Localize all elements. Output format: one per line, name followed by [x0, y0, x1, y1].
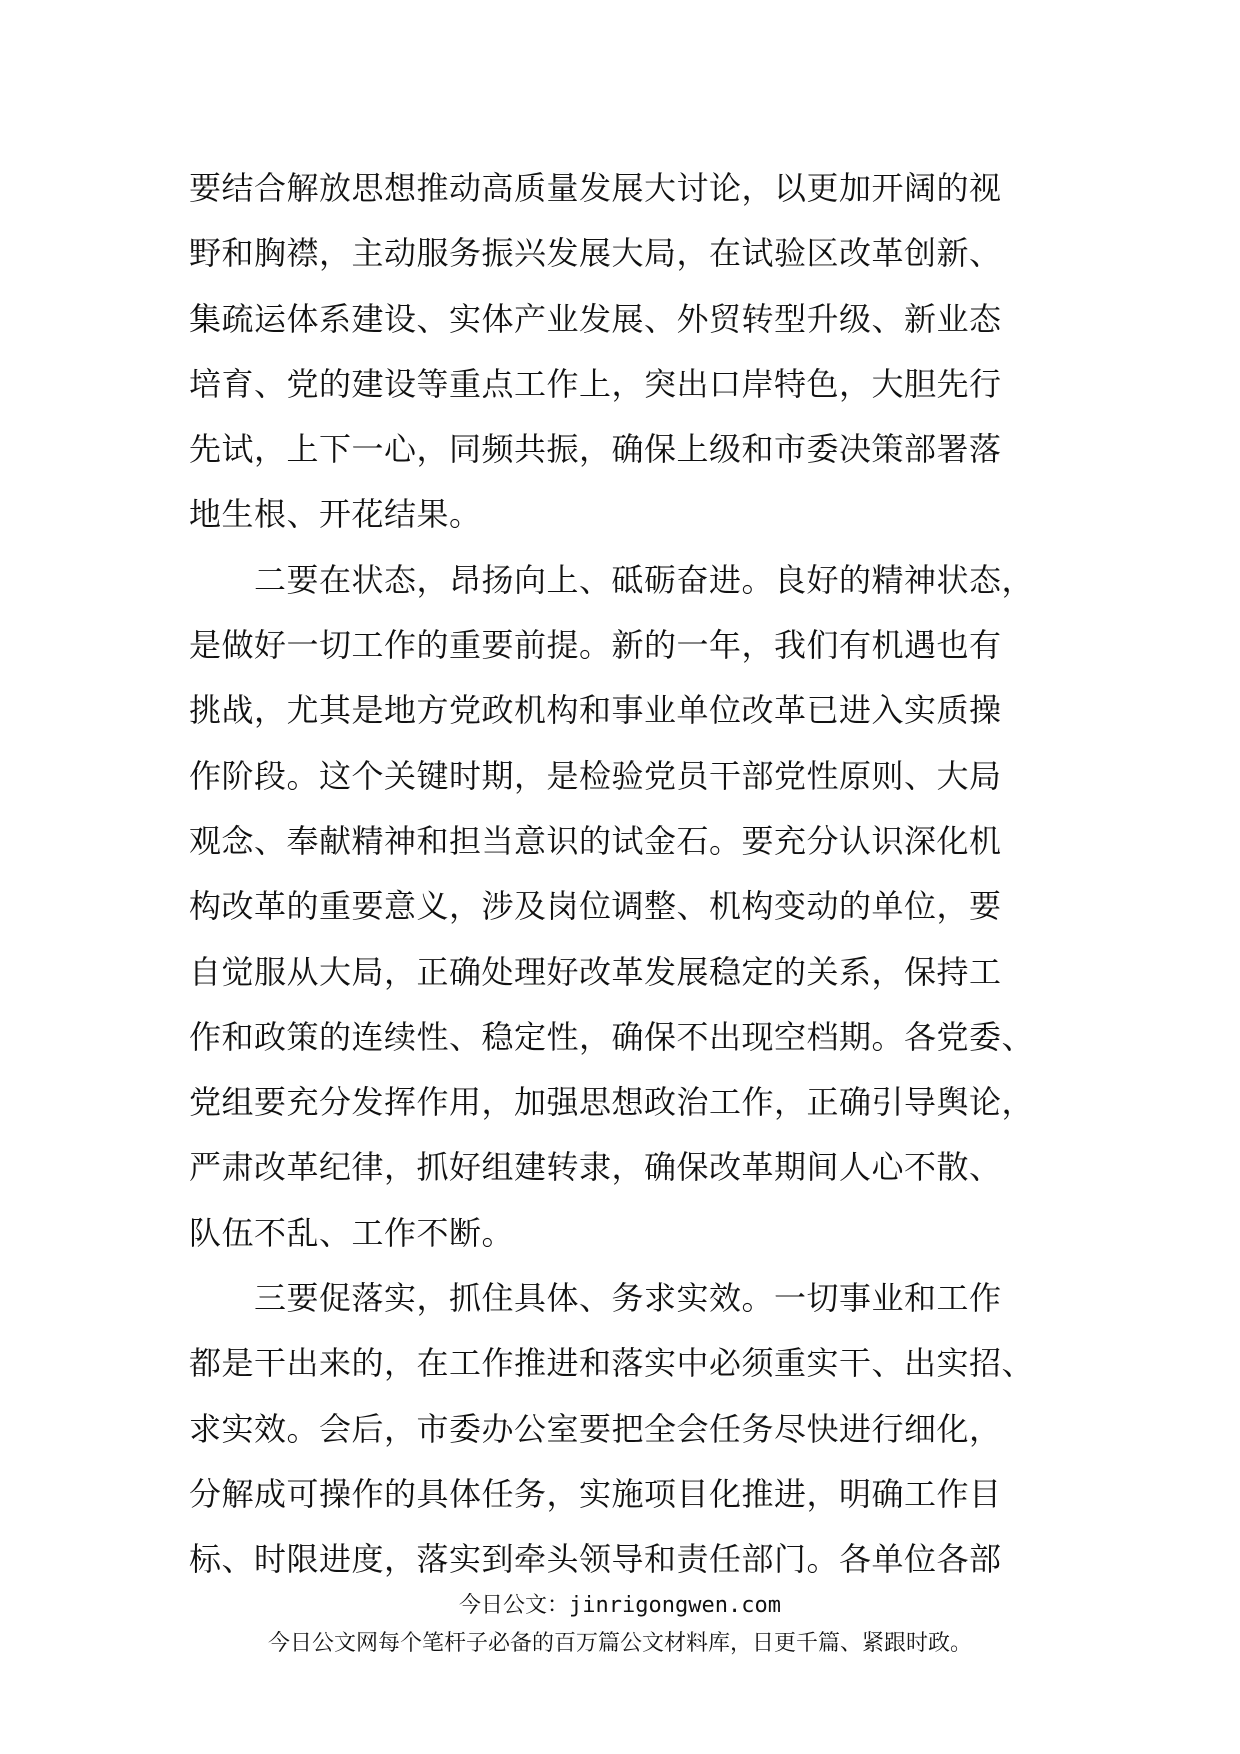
text-line: 培育、党的建设等重点工作上，突出口岸特色，大胆先行 — [189, 364, 1002, 403]
footer-label: 今日公文： — [459, 1593, 570, 1618]
text-line: 集疏运体系建设、实体产业发展、外贸转型升级、新业态 — [189, 299, 1002, 338]
footer-source — [0, 1588, 1240, 1619]
text-line: 党组要充分发挥作用，加强思想政治工作，正确引导舆论， — [189, 1083, 1035, 1122]
text-line: 严肃改革纪律，抓好组建转隶，确保改革期间人心不散、 — [189, 1148, 1002, 1187]
text-line: 构改革的重要意义，涉及岗位调整、机构变动的单位，要 — [189, 887, 1002, 926]
text-line: 要结合解放思想推动高质量发展大讨论，以更加开阔的视 — [189, 169, 1002, 207]
text-line: 作阶段。这个关键时期，是检验党员干部党性原则、大局 — [189, 756, 1002, 795]
text-line: 是做好一切工作的重要前提。新的一年，我们有机遇也有 — [189, 626, 1002, 665]
text-line: 二要在状态，昂扬向上、砥砺奋进。良好的精神状态， — [189, 560, 1035, 599]
text-line: 观念、奉献精神和担当意识的试金石。要充分认识深化机 — [189, 821, 1002, 860]
text-line: 都是干出来的，在工作推进和落实中必须重实干、出实招、 — [189, 1344, 1035, 1383]
text-line: 作和政策的连续性、稳定性，确保不出现空档期。各党委、 — [189, 1017, 1035, 1056]
text-line: 求实效。会后，市委办公室要把全会任务尽快进行细化， — [189, 1409, 1002, 1448]
text-line: 队伍不乱、工作不断。 — [189, 1213, 515, 1252]
text-line: 三要促落实，抓住具体、务求实效。一切事业和工作 — [189, 1279, 1002, 1318]
text-line: 自觉服从大局，正确处理好改革发展稳定的关系，保持工 — [189, 952, 1002, 991]
text-line: 分解成可操作的具体任务，实施项目化推进，明确工作目 — [189, 1474, 1002, 1513]
text-line: 地生根、开花结果。 — [189, 495, 482, 534]
document-body — [189, 156, 1059, 1593]
text-line: 先试，上下一心，同频共振，确保上级和市委决策部署落 — [189, 430, 1002, 469]
footer-slogan: 今日公文网每个笔杆子必备的百万篇公文材料库，日更千篇、紧跟时政。 — [267, 1631, 972, 1656]
text-line: 挑战，尤其是地方党政机构和事业单位改革已进入实质操 — [189, 691, 1002, 730]
text-line: 野和胸襟，主动服务振兴发展大局，在试验区改革创新、 — [189, 234, 1002, 273]
text-line: 标、时限进度，落实到牵头领导和责任部门。各单位各部 — [189, 1540, 1002, 1579]
footer-url-link[interactable]: jinrigongwen.com — [569, 1593, 781, 1618]
